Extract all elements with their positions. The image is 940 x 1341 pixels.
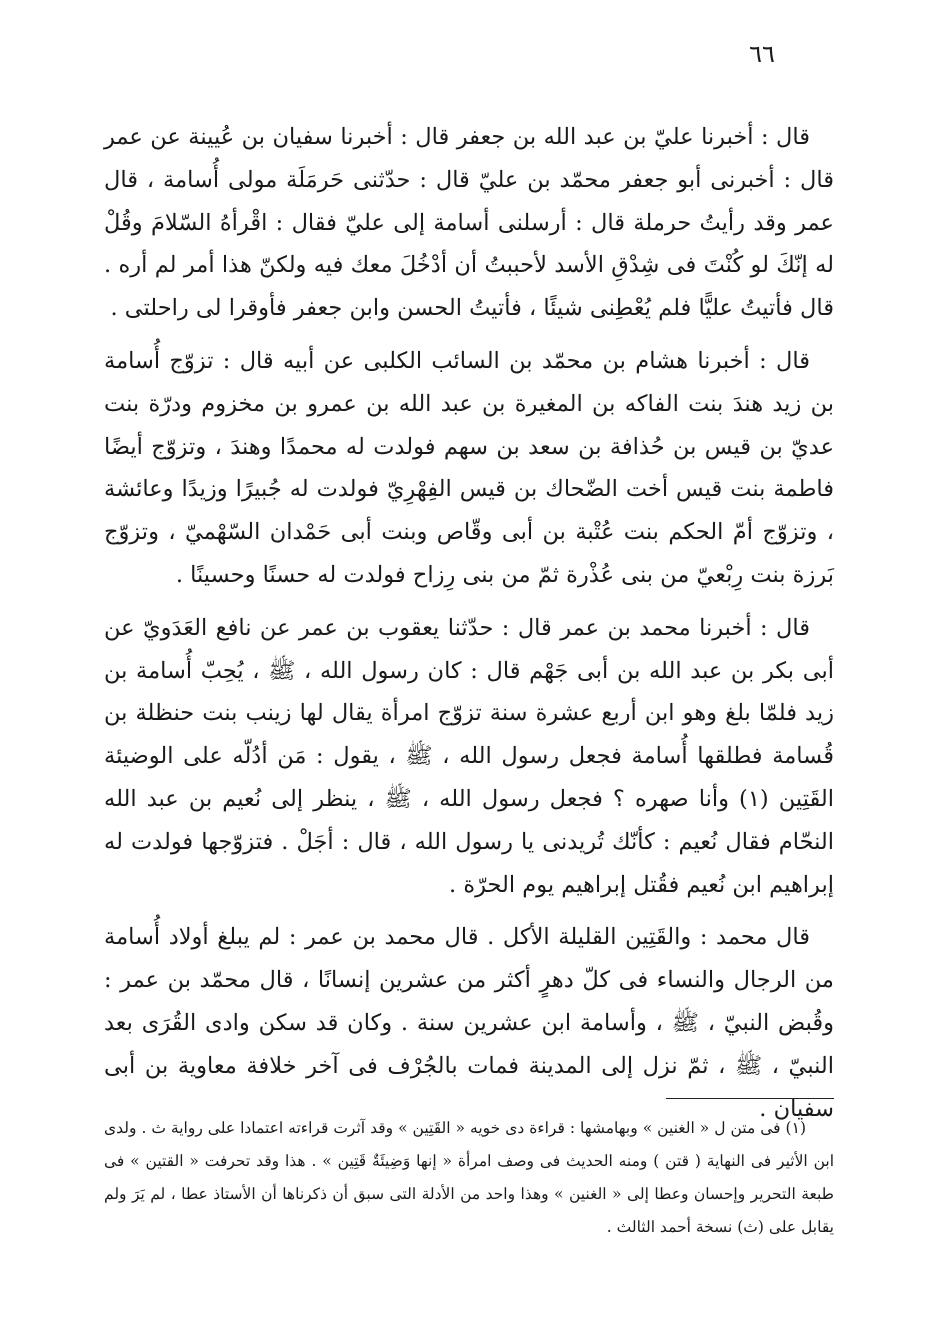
page-number: ٦٦ <box>749 40 775 68</box>
footnote-1: (١) فى متن ل « الغنين » وبهامشها : قراءة دى خويه « القَتِين » وقد آثرت قراءته اعتمادا على رواية ث . ولدى ابن الأثير فى النهاية ( قتن ) ومنه الحديث فى وصف امرأة « إنها وَضِيئَةٌ قَتِين » . هذا وقد تحرفت « القتين » فى طبعة التحرير وإحسان وعطا إلى « الغنين » وهذا واحد من الأدلة التى سبق أن ذكرناها أن الأستاذ عطا ، لم يَرَ ولم يقابل على (ث) نسخة أحمد الثالث . <box>104 1119 834 1236</box>
main-text-body <box>104 116 834 1140</box>
footnotes-section <box>104 1112 834 1244</box>
paragraph-3: قال : أخبرنا محمد بن عمر قال : حدّثنا يعقوب بن عمر عن نافع العَدَويّ عن أبى بكر بن عبد الله بن أبى جَهْم قال : كان رسول الله ، ﷺ ، يُحِبّ أُسامة بن زيد فلمّا بلغ وهو ابن أربع عشرة سنة تزوّج امرأة يقال لها زينب بنت حنظلة بن قُسامة فطلقها أُسامة فجعل رسول الله ، ﷺ ، يقول : مَن أدُلّه على الوضيئة القَتِين (١) وأنا صهره ؟ فجعل رسول الله ، ﷺ ، ينظر إلى نُعيم بن عبد الله النحّام فقال نُعيم : كأنّك تُريدنى يا رسول الله ، قال : أجَلْ . فتزوّجها فولدت له إبراهيم ابن نُعيم فقُتل إبراهيم يوم الحرّة . <box>104 614 834 898</box>
paragraph-4: قال محمد : والقَتِين القليلة الأكل . قال محمد بن عمر : لم يبلغ أولاد أُسامة من الرجال والنساء فى كلّ دهرٍ أكثر من عشرين إنسانًا ، قال محمّد بن عمر : وقُبض النبيّ ، ﷺ ، وأسامة ابن عشرين سنة . وكان قد سكن وادى القُرَى بعد النبيّ ، ﷺ ، ثمّ نزل إلى المدينة فمات بالجُرْف فى آخر خلافة معاوية بن أبى سفيان . <box>104 924 834 1122</box>
footnote-divider <box>666 1098 834 1099</box>
paragraph-1: قال : أخبرنا عليّ بن عبد الله بن جعفر قال : أخبرنا سفيان بن عُيينة عن عمر قال : أخبرنى أبو جعفر محمّد بن عليّ قال : حدّثنى حَرمَلَة مولى أُسامة ، قال عمر وقد رأيتُ حرملة قال : أرسلنى أسامة إلى عليّ فقال : اقْرأهُ السّلامَ وقُلْ له إنّكَ لو كُنْتَ فى شِدْقِ الأسد لأحببتُ أن أدْخُلَ معك فيه ولكنّ هذا أمر لم أره . قال فأتيتُ عليًّا فلم يُعْطِنى شيئًا ، فأتيتُ الحسن وابن جعفر فأوقرا لى راحلتى . <box>104 124 834 322</box>
paragraph-2: قال : أخبرنا هشام بن محمّد بن السائب الكلبى عن أبيه قال : تزوّج أُسامة بن زيد هندَ بنت الفاكه بن المغيرة بن عبد الله بن عمرو بن مخزوم ودرّة بنت عديّ بن قيس بن حُذافة بن سعد بن سهم فولدت له محمدًا وهندَ ، وتزوّج أيضًا فاطمة بنت قيس أخت الضّحاك بن قيس الفِهْرِيّ فولدت له جُبيرًا وزيدًا وعائشة ، وتزوّج أمّ الحكم بنت عُتْبة بن أبى وقّاص وبنت أبى حَمْدان السّهْميّ ، وتزوّج بَرزة بنت رِبْعيّ من بنى عُذْرة ثمّ من بنى رِزاح فولدت له حسنًا وحسينًا . <box>104 347 834 588</box>
